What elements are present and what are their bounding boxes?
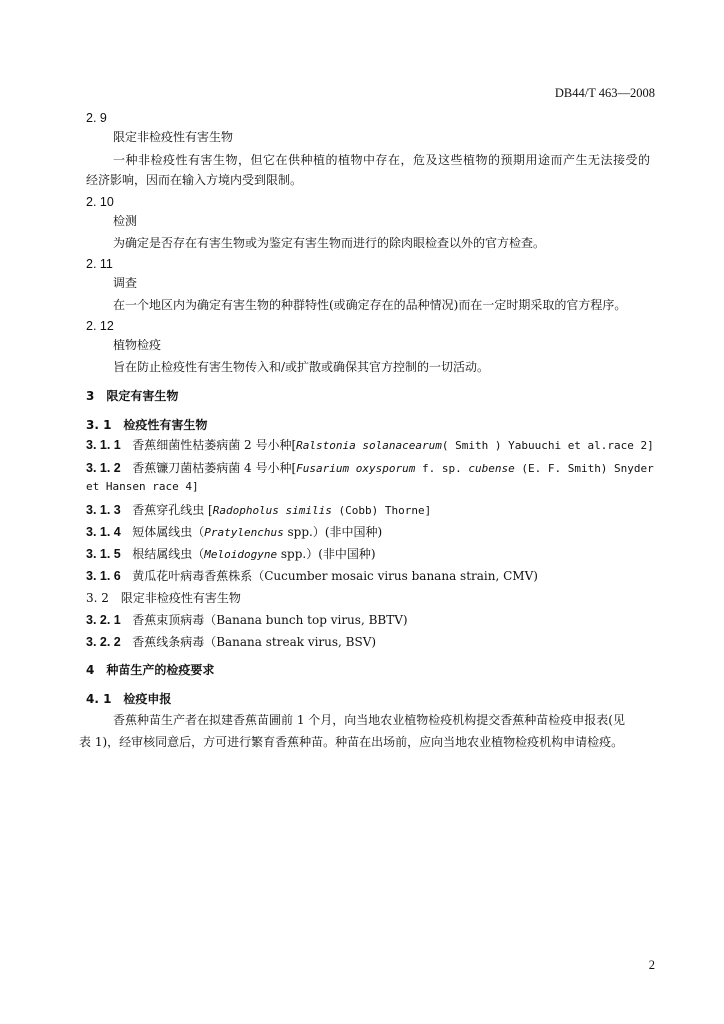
clause-number: 2. 11 (86, 257, 113, 271)
scientific-name: cubense (468, 462, 515, 475)
section-heading: 3 限定有害生物 (86, 389, 179, 403)
term: 植物检疫 (113, 338, 162, 352)
list-item (86, 611, 408, 629)
item-text: 根结属线虫（ (132, 547, 205, 561)
scientific-name: Fusarium oxysporum (296, 462, 416, 475)
scientific-name: Ralstonia solanacearum (296, 439, 442, 452)
item-number: 3. 2. 1 (86, 613, 121, 627)
item-text: (Cobb) Thorne] (331, 504, 432, 517)
paragraph-text: 香蕉种苗生产者在拟建香蕉苗圃前 1 个月，向当地农业植物检疫机构提交香蕉种苗检疫申报表(见 (113, 713, 625, 727)
item-number: 3. 1. 6 (86, 569, 121, 583)
item-text: 香蕉线条病毒（Banana streak virus, BSV) (132, 635, 377, 649)
item-text: 黄瓜花叶病毒香蕉株系（Cucumber mosaic virus banana strain, CMV) (132, 569, 538, 583)
item-text: spp.）(非中国种) (283, 525, 383, 539)
definition-text: 在一个地区内为确定有害生物的种群特性(或确定存在的品种情况)而在一定时期采取的官方程序。 (113, 298, 627, 312)
list-item (86, 459, 654, 478)
list-item (86, 633, 376, 651)
subsection-heading: 4. 1 检疫申报 (86, 692, 172, 706)
definition-text: 为确定是否存在有害生物或为鉴定有害生物而进行的除肉眼检查以外的官方检查。 (113, 236, 546, 250)
scientific-name: Radopholus similis (212, 504, 332, 517)
list-item (86, 523, 382, 542)
list-item (86, 501, 431, 520)
item-text-continued: et Hansen race 4] (86, 480, 199, 493)
item-number: 3. 1. 2 (86, 461, 121, 475)
item-number: 3. 2. 2 (86, 635, 121, 649)
list-item (86, 567, 538, 585)
item-number: 3. 1. 4 (86, 525, 121, 539)
term: 限定非检疫性有害生物 (113, 130, 234, 144)
page-number: 2 (648, 958, 655, 972)
list-item (86, 545, 376, 564)
scientific-name: Meloidogyne (204, 548, 278, 561)
section-heading: 4 种苗生产的检疫要求 (86, 663, 215, 677)
item-text: 短体属线虫（ (132, 525, 205, 539)
item-number: 3. 1. 3 (86, 503, 121, 517)
term: 检测 (113, 214, 138, 228)
item-text: (E. F. Smith) Snyder (514, 462, 654, 475)
clause-number: 2. 12 (86, 319, 114, 333)
list-item (86, 436, 654, 455)
item-text: 香蕉细菌性枯萎病菌 2 号小种[ (132, 438, 297, 452)
definition-text: 旨在防止检疫性有害生物传入和/或扩散或确保其官方控制的一切活动。 (113, 360, 490, 374)
item-text: 香蕉镰刀菌枯萎病菌 4 号小种[ (132, 461, 297, 475)
document-code: DB44/T 463—2008 (554, 86, 655, 100)
term: 调查 (113, 276, 138, 290)
item-text: ( Smith ) Yabuuchi et al.race 2] (441, 439, 654, 452)
paragraph-text: 表 1)，经审核同意后，方可进行繁育香蕉种苗。种苗在出场前，应向当地农业植物检疫机构申请检疫。 (79, 735, 624, 749)
item-text: 香蕉穿孔线虫 [ (132, 503, 213, 517)
subsection-heading: 3. 1 检疫性有害生物 (86, 418, 208, 432)
definition-text: 一种非检疫性有害生物，但它在供种植的植物中存在，危及这些植物的预期用途而产生无法接受的 (113, 153, 651, 167)
item-number: 3. 1. 1 (86, 438, 121, 452)
definition-text: 经济影响，因而在输入方境内受到限制。 (86, 173, 303, 187)
item-text: 香蕉束顶病毒（Banana bunch top virus, BBTV) (132, 613, 408, 627)
item-number: 3. 1. 5 (86, 547, 121, 561)
scientific-name: Pratylenchus (204, 526, 284, 539)
subsection-heading: 3. 2 限定非检疫性有害生物 (86, 591, 241, 605)
item-text: spp.）(非中国种) (277, 547, 376, 561)
clause-number: 2. 9 (86, 111, 107, 125)
item-text: f. sp. (415, 462, 469, 475)
clause-number: 2. 10 (86, 195, 114, 209)
